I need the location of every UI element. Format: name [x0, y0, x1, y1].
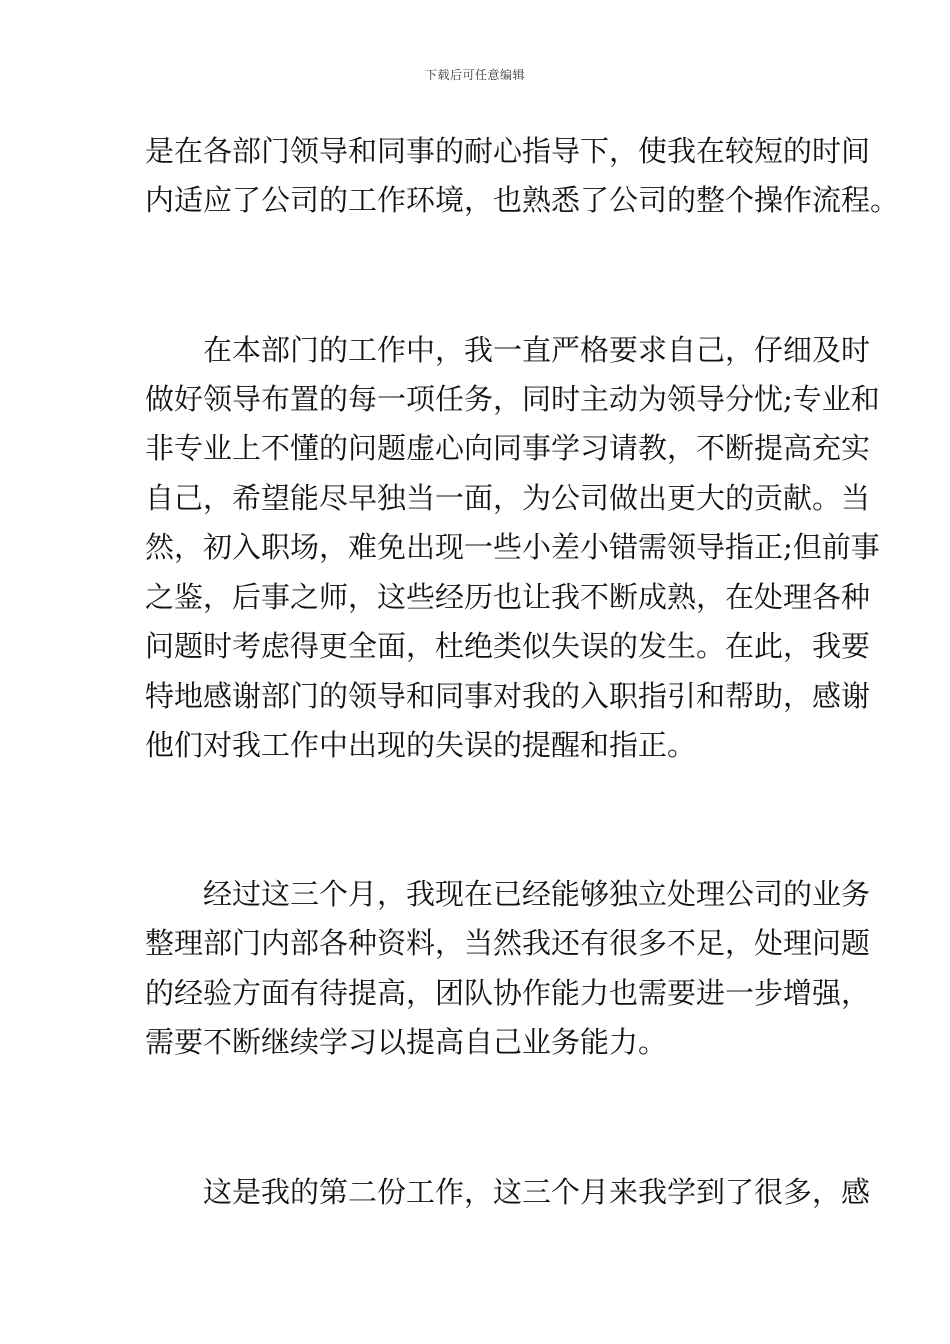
text-line: 内适应了公司的工作环境，也熟悉了公司的整个操作流程。	[145, 183, 900, 217]
text-line: 的经验方面有待提高，团队协作能力也需要进一步增强，	[145, 976, 871, 1010]
text-line: 在本部门的工作中，我一直严格要求自己，仔细及时	[145, 333, 871, 367]
text-line: 之鉴，后事之师，这些经历也让我不断成熟，在处理各种	[145, 580, 871, 614]
text-line: 做好领导布置的每一项任务，同时主动为领导分忧;专业和	[145, 382, 880, 416]
download-note: 下载后可任意编辑	[424, 68, 525, 82]
text-line: 问题时考虑得更全面，杜绝类似失误的发生。在此，我要	[145, 629, 871, 663]
text-line: 然，初入职场，难免出现一些小差小错需领导指正;但前事	[145, 530, 880, 564]
text-line: 非专业上不懂的问题虚心向同事学习请教，不断提高充实	[145, 431, 871, 465]
text-line: 特地感谢部门的领导和同事对我的入职指引和帮助，感谢	[145, 679, 871, 713]
text-line: 经过这三个月，我现在已经能够独立处理公司的业务	[145, 877, 871, 911]
text-line: 是在各部门领导和同事的耐心指导下，使我在较短的时间	[145, 134, 871, 168]
text-line: 需要不断继续学习以提高自己业务能力。	[145, 1025, 668, 1059]
text-line: 自己，希望能尽早独当一面，为公司做出更大的贡献。当	[145, 481, 871, 515]
text-line: 这是我的第二份工作，这三个月来我学到了很多，感	[145, 1175, 871, 1209]
text-line: 整理部门内部各种资料，当然我还有很多不足，处理问题	[145, 926, 871, 960]
text-line: 他们对我工作中出现的失误的提醒和指正。	[145, 728, 697, 762]
